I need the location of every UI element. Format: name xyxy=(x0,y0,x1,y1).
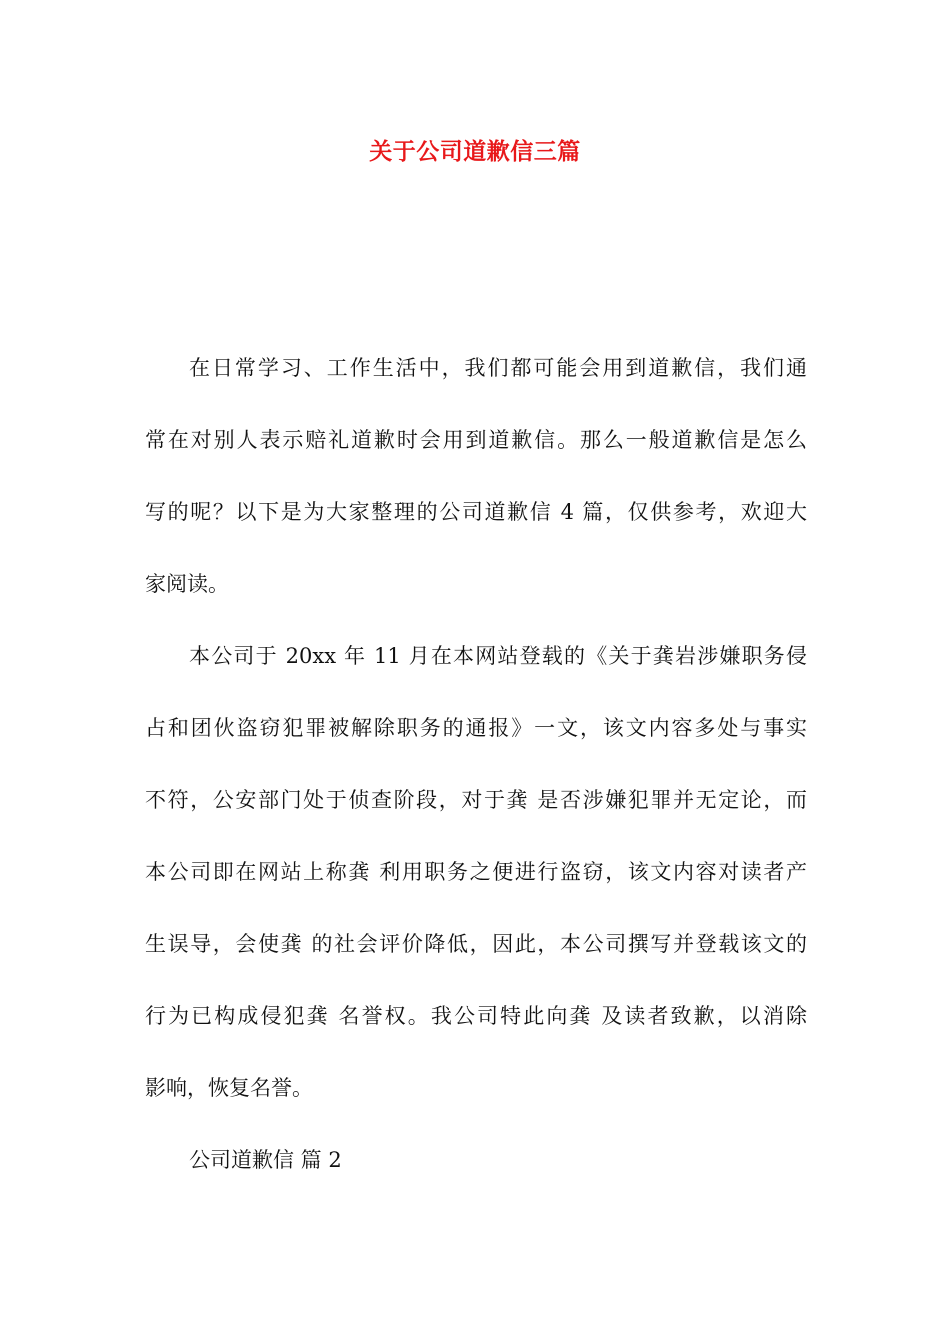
paragraph-2-line-5: 生误导，会使龚 的社会评价降低，因此，本公司撰写并登载该文的 xyxy=(145,932,807,956)
paragraph-2-line-6: 行为已构成侵犯龚 名誉权。我公司特此向龚 及读者致歉，以消除 xyxy=(145,1004,807,1028)
paragraph-2-line-3: 不符，公安部门处于侦查阶段，对于龚 是否涉嫌犯罪并无定论，而 xyxy=(145,788,807,812)
paragraph-2-line-7: 影响，恢复名誉。 xyxy=(145,1076,313,1100)
paragraph-1-line-4: 家阅读。 xyxy=(145,572,229,596)
paragraph-2-line-4: 本公司即在网站上称龚 利用职务之便进行盗窃，该文内容对读者产 xyxy=(145,860,807,884)
document-body xyxy=(145,332,807,1196)
section-heading-letter-2: 公司道歉信 篇 2 xyxy=(189,1148,342,1172)
document-title: 关于公司道歉信三篇 xyxy=(369,138,581,165)
paragraph-1-line-1: 在日常学习、工作生活中，我们都可能会用到道歉信，我们通 xyxy=(189,356,807,380)
paragraph-2-line-2: 占和团伙盗窃犯罪被解除职务的通报》一文，该文内容多处与事实 xyxy=(145,716,807,740)
paragraph-1-line-2: 常在对别人表示赔礼道歉时会用到道歉信。那么一般道歉信是怎么 xyxy=(145,428,807,452)
paragraph-1-line-3: 写的呢？以下是为大家整理的公司道歉信 4 篇，仅供参考，欢迎大 xyxy=(145,500,807,524)
paragraph-2-line-1: 本公司于 20xx 年 11 月在本网站登载的《关于龚岩涉嫌职务侵 xyxy=(189,644,807,668)
